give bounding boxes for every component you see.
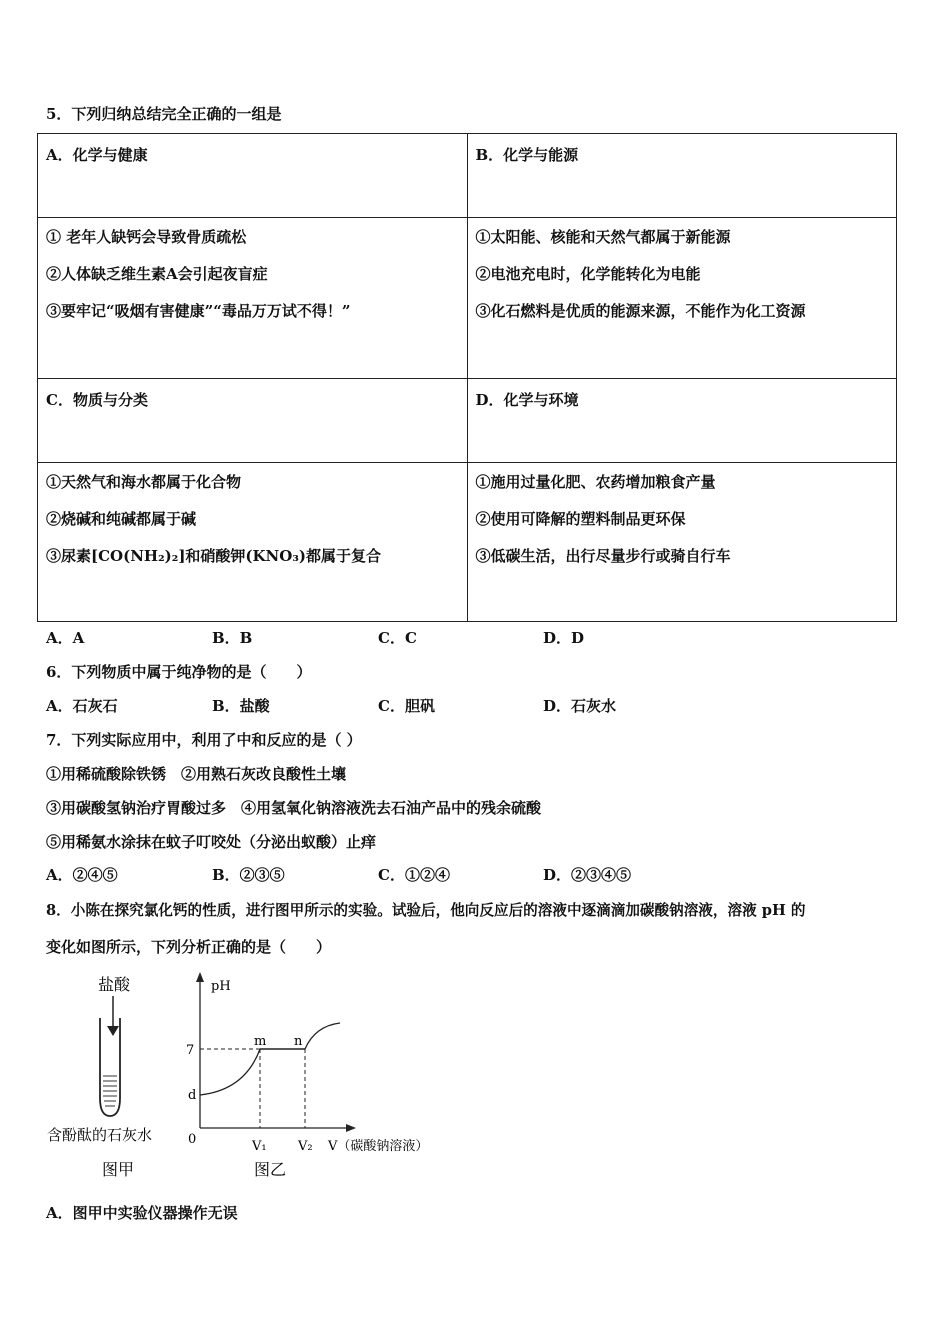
list-item: ②烧碱和纯碱都属于碱	[46, 510, 197, 528]
fig-a-caption: 图甲	[102, 1160, 135, 1179]
q5-table	[37, 133, 897, 622]
q8-option-a[interactable]: A．图甲中实验仪器操作无误	[46, 1204, 238, 1222]
list-item: ① 老年人缺钙会导致骨质疏松	[46, 228, 247, 246]
list-item: ③化石燃料是优质的能源来源，不能作为化工资源	[475, 302, 806, 320]
y-axis-arrow-icon	[196, 972, 204, 982]
q7-item-line: ③用碳酸氢钠治疗胃酸过多 ④用氢氧化钠溶液洗去石油产品中的残余硫酸	[46, 799, 542, 817]
v2-label: V₂	[298, 1139, 313, 1154]
cell-d-items	[467, 463, 897, 622]
list-item: ②使用可降解的塑料制品更环保	[475, 510, 686, 528]
list-item: ③要牢记“吸烟有害健康”“毒品万万试不得！”	[46, 302, 351, 320]
cell-d-title: D．化学与环境	[467, 379, 897, 463]
q6-stem: 6．下列物质中属于纯净物的是（ ）	[46, 663, 312, 681]
q5-stem: 5．下列归纳总结完全正确的一组是	[46, 105, 282, 123]
v1-label: V₁	[252, 1139, 267, 1154]
q8-stem-line2: 变化如图所示，下列分析正确的是（ ）	[46, 938, 332, 956]
q8-stem-line1: 8．小陈在探究氯化钙的性质，进行图甲所示的实验。试验后，他向反应后的溶液中逐滴滴加碳酸钠溶液，溶液 pH 的	[46, 902, 806, 919]
list-item: ②人体缺乏维生素A会引起夜盲症	[46, 265, 268, 283]
q5-option-b[interactable]: B．B	[212, 629, 253, 647]
q7-option-a[interactable]: A．②④⑤	[46, 866, 118, 884]
figure-ph-graph	[180, 968, 470, 1188]
list-item: ②电池充电时，化学能转化为电能	[475, 265, 701, 283]
q7-item-line: ①用稀硫酸除铁锈 ②用熟石灰改良酸性土壤	[46, 765, 347, 783]
cell-b-items	[467, 218, 897, 379]
list-item: ③尿素[CO(NH₂)₂]和硝酸钾(KNO₃)都属于复合	[46, 547, 381, 565]
q6-option-a[interactable]: A．石灰石	[46, 697, 118, 715]
x-axis-arrow-icon	[346, 1124, 356, 1132]
q6-option-d[interactable]: D．石灰水	[543, 697, 617, 715]
hcl-label: 盐酸	[98, 975, 131, 994]
q7-option-d[interactable]: D．②③④⑤	[543, 866, 632, 884]
limewater-label: 含酚酞的石灰水	[47, 1126, 153, 1144]
list-item: ③低碳生活，出行尽量步行或骑自行车	[475, 547, 731, 565]
tick-d: d	[188, 1088, 197, 1103]
q7-item-line: ⑤用稀氨水涂抹在蚊子叮咬处（分泌出蚁酸）止痒	[46, 833, 377, 851]
q5-option-c[interactable]: C．C	[378, 629, 417, 647]
arrow-down-icon	[107, 1026, 119, 1036]
x-axis-label: V（碳酸钠溶液）	[328, 1139, 429, 1154]
curve-segment-1	[200, 1049, 260, 1095]
q7-stem: 7．下列实际应用中，利用了中和反应的是（ ）	[46, 731, 362, 749]
q7-option-c[interactable]: C．①②④	[378, 866, 450, 884]
point-m-label: m	[254, 1034, 267, 1049]
cell-a-title: A．化学与健康	[38, 134, 468, 218]
list-item: ①太阳能、核能和天然气都属于新能源	[475, 228, 731, 246]
y-axis-label: pH	[211, 979, 231, 994]
point-n-label: n	[294, 1034, 303, 1049]
q6-option-b[interactable]: B．盐酸	[212, 697, 270, 715]
curve-segment-2	[305, 1023, 340, 1049]
cell-c-items	[38, 463, 468, 622]
liquid-icon	[103, 1076, 117, 1106]
q5-option-d[interactable]: D．D	[543, 629, 585, 647]
cell-b-title: B．化学与能源	[467, 134, 897, 218]
list-item: ①施用过量化肥、农药增加粮食产量	[475, 473, 716, 491]
q5-option-a[interactable]: A．A	[46, 629, 85, 647]
tick-7: 7	[186, 1043, 195, 1058]
q6-option-c[interactable]: C．胆矾	[378, 697, 435, 715]
cell-c-title: C．物质与分类	[38, 379, 468, 463]
list-item: ①天然气和海水都属于化合物	[46, 473, 242, 491]
cell-a-items	[38, 218, 468, 379]
origin-label: 0	[188, 1132, 197, 1147]
q7-option-b[interactable]: B．②③⑤	[212, 866, 285, 884]
fig-b-caption: 图乙	[254, 1160, 287, 1179]
figure-test-tube	[40, 968, 180, 1188]
